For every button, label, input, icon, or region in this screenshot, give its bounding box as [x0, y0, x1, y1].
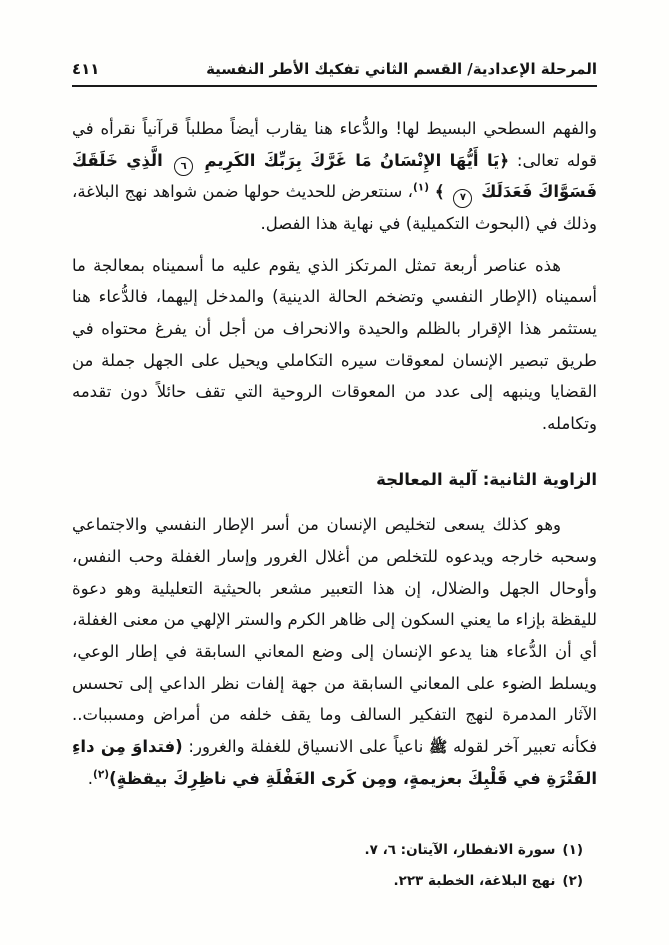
chapter-header-title: المرحلة الإعدادية/ القسم الثاني تفكيك الأطر النفسية — [206, 60, 597, 78]
section-heading: الزاوية الثانية: آلية المعالجة — [376, 469, 597, 489]
quran-close-bracket: ﴾ — [434, 182, 445, 202]
ayah-marker-7: ٧ — [453, 189, 472, 208]
ayah-marker-6: ٦ — [174, 157, 193, 176]
hadith-quote: (فتداوَ مِن داءِ الفَتْرَةِ في قَلْبِكَ بعزيمةٍ، ومِن كَرى الغَفْلَةِ في ناظِرِكَ بيقظةٍ) — [72, 737, 597, 788]
paragraph-3-lead: وهو كذلك يسعى لتخليص الإنسان من أسر الإطار النفسي والاجتماعي وسحبه خارجه ويدعوه للتخلص من أغلال الغرور وإسار الغفلة وحب النفس، وأوحال الجهل والضلال، إن هذا التعبير مشعر بالحيثية التعليلية وهو دعوة لليقظة بإزاء ما يعني السكون إلى ظاهر الكرم والستر الإلهي من معنى الغفلة، أي أن الدُّعاء هنا يدعو الإنسان إلى وضع المعاني السابقة في إطار الوعي، ويسلط الضوء على المعاني السابقة من جهة إلفات نظر الداعي إلى تحسس الآثار المدمرة لنهج التفكير السالف وما يقف خلفه من أمراض ومسببات.. فكأنه تعبير آخر لقوله — [72, 515, 598, 757]
paragraph-3-tail: . — [87, 768, 94, 788]
footnote-reference-2: (٢) — [93, 768, 110, 781]
quran-verse-part-1: ﴿يَا أَيُّهَا الإِنْسَانُ مَا غَرَّكَ بِرَبِّكَ الكَرِيمِ — [204, 150, 510, 170]
paragraph-2 — [72, 250, 597, 440]
paragraph-3-mid: ناعياً على الانسياق للغفلة والغرور: — [182, 737, 430, 757]
paragraph-3 — [72, 509, 597, 794]
footnote-2-text: نهج البلاغة، الخطبة ٢٢٣. — [393, 872, 556, 889]
pbuh-symbol: ﷺ — [429, 738, 448, 757]
footnote-reference-1: (١) — [412, 181, 430, 194]
paragraph-2-text: هذه عناصر أربعة تمثل المرتكز الذي يقوم عليه ما أسميناه بمعالجة ما أسميناه (الإطار النفسي وتضخم الحالة الدينية) والمدخل إليهما، فالدُّعاء هنا يستثمر هذا الإقرار بالظلم والحيدة والانحراف من أجل أن يفرغ محتواه في طريق تبصير الإنسان لمعوقات سيره التكاملي ويحيل على الجهل جملة من القضايا وينبهه إلى عدد من المعوقات الروحية التي تقف حائلاً دون تقدمه وتكامله. — [72, 255, 597, 434]
footnote-1 — [72, 835, 583, 866]
footnotes-block — [72, 835, 597, 897]
paragraph-1 — [72, 113, 597, 240]
paragraph-1-lead: والفهم السطحي البسيط لها! والدُّعاء هنا يقارب أيضاً مطلباً قرآنياً نقرأه في قوله تعالى: — [72, 119, 597, 170]
footnote-2 — [72, 866, 583, 897]
footnote-2-marker: (٢) — [562, 872, 583, 889]
page-header — [72, 60, 597, 87]
page-number: ٤١١ — [72, 60, 100, 78]
paragraph-1-tail: ، سنتعرض للحديث حولها ضمن شواهد نهج البلاغة، وذلك في (البحوث التكميلية) في نهاية هذا الفصل. — [72, 182, 597, 234]
footnote-1-marker: (١) — [562, 841, 583, 858]
quran-verse-part-2: الَّذِي خَلَقَكَ فَسَوَّاكَ فَعَدَلَكَ — [72, 150, 597, 202]
footnote-1-text: سورة الانفطار، الآيتان: ٦، ٧. — [364, 841, 556, 858]
page-body — [72, 113, 597, 804]
